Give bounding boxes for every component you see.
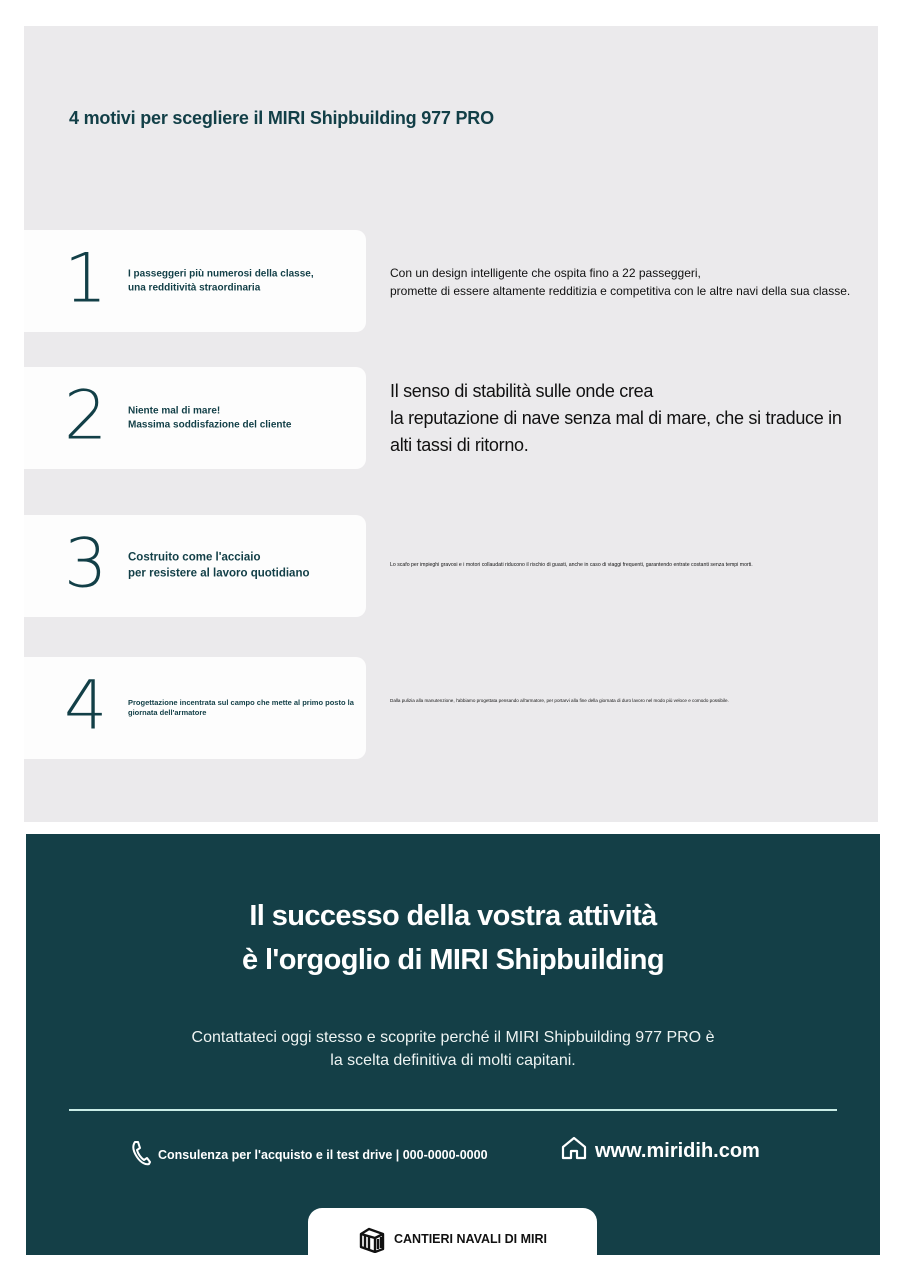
reason-title-line: Niente mal di mare! <box>128 405 221 417</box>
reasons-section <box>24 26 878 822</box>
description-line: Con un design intelligente che ospita fino a 22 passeggeri, <box>390 266 701 280</box>
home-icon <box>561 1136 587 1166</box>
reason-number: 3 <box>64 524 108 604</box>
website-link[interactable] <box>561 1136 760 1166</box>
brand-name: CANTIERI NAVALI DI MIRI <box>393 1232 547 1246</box>
divider <box>69 1109 837 1111</box>
reason-title-line: giornata dell'armatore <box>128 708 207 717</box>
phone-contact[interactable] <box>130 1140 488 1169</box>
reason-number: 2 <box>64 376 108 456</box>
reason-title <box>128 268 353 295</box>
reason-title-line: Progettazione incentrata sul campo che mette al primo posto la <box>128 697 354 707</box>
reason-card-1 <box>24 230 366 332</box>
website-text: www.miridih.com <box>595 1139 760 1162</box>
cta-title-line: è l'orgoglio di MIRI Shipbuilding <box>241 944 665 976</box>
description-line: alti tassi di ritorno. <box>390 435 529 455</box>
reason-title-line: I passeggeri più numerosi della classe, <box>128 268 314 280</box>
cta-title-line: Il successo della vostra attività <box>249 900 657 932</box>
reason-number: 4 <box>64 666 108 746</box>
reason-description-4 <box>390 697 729 704</box>
reason-title-line: Massima soddisfazione del cliente <box>128 419 292 430</box>
description-line: Dalla pulizia alla manutenzione, l'abbiamo progettata pensando all'armatore, per portarvi alla fine della giornata di duro lavoro nel modo più veloce e comodo possibile. <box>390 698 729 703</box>
section-title: 4 motivi per scegliere il MIRI Shipbuilding 977 PRO <box>69 108 494 128</box>
cta-section <box>26 834 880 1255</box>
reason-card-3 <box>24 515 366 617</box>
reason-description-1 <box>390 264 850 300</box>
cta-subtitle-line: la scelta definitiva di molti capitani. <box>330 1052 576 1069</box>
cta-title <box>26 894 880 982</box>
description-line: Il senso di stabilità sulle onde crea <box>390 381 654 401</box>
reason-title <box>128 405 353 432</box>
reason-number: 1 <box>64 239 108 319</box>
description-line: promette di essere altamente redditizia e competitiva con le altre navi della sua classe. <box>390 284 851 298</box>
phone-icon <box>130 1140 152 1169</box>
reason-title-line: per resistere al lavoro quotidiano <box>128 567 310 579</box>
phone-text: Consulenza per l'acquisto e il test drive | 000-0000-0000 <box>158 1147 488 1162</box>
reason-card-4 <box>24 657 366 759</box>
cube-logo-icon <box>358 1225 386 1258</box>
description-line: la reputazione di nave senza mal di mare, che si traduce in <box>390 408 842 428</box>
reason-title-line: una redditività straordinaria <box>128 282 261 293</box>
reason-title <box>128 550 353 581</box>
reason-description-3 <box>390 561 753 569</box>
cta-subtitle <box>26 1026 880 1072</box>
reason-title <box>128 698 358 718</box>
cta-subtitle-line: Contattateci oggi stesso e scoprite perché il MIRI Shipbuilding 977 PRO è <box>191 1029 715 1046</box>
description-line: Lo scafo per impieghi gravosi e i motori collaudati riducono il rischio di guasti, anche in caso di viaggi frequenti, garantendo entrate costanti senza tempi morti. <box>390 562 753 568</box>
reason-title-line: Costruito come l'acciaio <box>128 551 261 564</box>
reason-card-2 <box>24 367 366 469</box>
brand-tab <box>308 1208 597 1280</box>
reason-description-2 <box>390 378 842 459</box>
